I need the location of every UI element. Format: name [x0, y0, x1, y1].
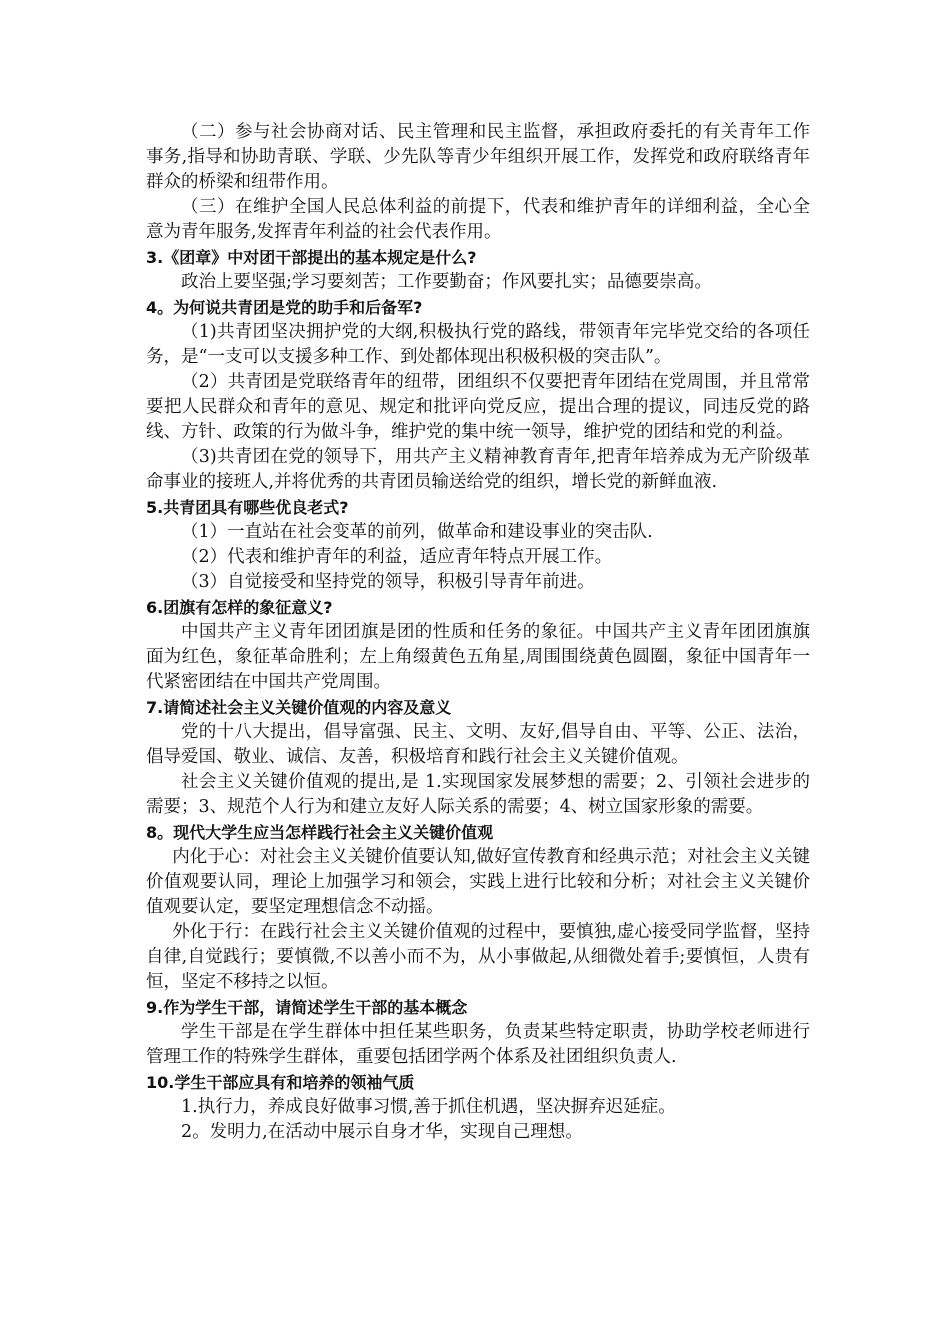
paragraph: （三）在维护全国人民总体利益的前提下，代表和维护青年的详细利益，全心全意为青年服务,发挥青年利益的社会代表作用。: [146, 197, 810, 242]
paragraph: （1)共青团坚决拥护党的大纲,积极执行党的路线，带领青年完毕党交给的各项任务，是“一支可以支援多种工作、到处都体现出积极积极的突击队”。: [146, 322, 810, 367]
list-item: （1）一直站在社会变革的前列，做革命和建设事业的突击队.: [181, 522, 653, 542]
section-heading: 3.《团章》中对团干部提出的基本规定是什么?: [146, 248, 477, 267]
list-item: （2）代表和维护青年的利益，适应青年特点开展工作。: [181, 547, 613, 567]
section-heading: 8。现代大学生应当怎样践行社会主义关键价值观: [146, 823, 494, 842]
paragraph: 外化于行：在践行社会主义关键价值观的过程中，要慎独,虚心接受同学监督，坚持自律,自觉践行；要慎微,不以善小而不为，从小事做起,从细微处着手;要慎恒，人贵有恒，坚定不移持之以恒。: [146, 922, 810, 992]
paragraph: （二）参与社会协商对话、民主管理和民主监督，承担政府委托的有关青年工作事务,指导和协助青联、学联、少先队等青少年组织开展工作，发挥党和政府联络青年群众的桥梁和纽带作用。: [146, 122, 810, 192]
paragraph: 中国共产主义青年团团旗是团的性质和任务的象征。中国共产主义青年团团旗旗面为红色，象征革命胜利；左上角缀黄色五角星,周围围绕黄色圆圈，象征中国青年一代紧密团结在中国共产党周围。: [146, 622, 810, 692]
section-heading: 9.作为学生干部，请简述学生干部的基本概念: [146, 998, 468, 1017]
section-heading: 10.学生干部应具有和培养的领袖气质: [146, 1073, 415, 1092]
paragraph: 政治上要坚强;学习要刻苦；工作要勤奋；作风要扎实；品德要崇高。: [181, 272, 712, 292]
paragraph: （2）共青团是党联络青年的纽带，团组织不仅要把青年团结在党周围，并且常常要把人民群众和青年的意见、规定和批评向党反应，提出合理的提议，同违反党的路线、方针、政策的行为做斗争，维护党的集中统一领导，维护党的团结和党的利益。: [146, 372, 810, 442]
list-item: 2。发明力,在活动中展示自身才华，实现自己理想。: [181, 1122, 583, 1142]
section-heading: 6.团旗有怎样的象征意义?: [146, 598, 333, 617]
section-heading: 5.共青团具有哪些优良老式?: [146, 498, 349, 517]
list-item: （3）自觉接受和坚持党的领导，积极引导青年前进。: [181, 572, 595, 592]
paragraph: 学生干部是在学生群体中担任某些职务，负责某些特定职责，协助学校老师进行管理工作的特殊学生群体，重要包括团学两个体系及社团组织负责人.: [146, 1022, 810, 1067]
section-heading: 4。为何说共青团是党的助手和后备军?: [146, 298, 423, 317]
paragraph: （3)共青团在党的领导下，用共产主义精神教育青年,把青年培养成为无产阶级革命事业的接班人,并将优秀的共青团员输送给党的组织，增长党的新鲜血液.: [146, 447, 810, 492]
paragraph: 内化于心：对社会主义关键价值要认知,做好宣传教育和经典示范；对社会主义关键价值观要认同，理论上加强学习和领会，实践上进行比较和分析；对社会主义关键价值观要认定，要坚定理想信念不动摇。: [146, 847, 810, 917]
document-body: [146, 120, 810, 1145]
section-heading: 7.请简述社会主义关键价值观的内容及意义: [146, 698, 452, 717]
paragraph: 社会主义关键价值观的提出,是 1.实现国家发展梦想的需要；2、引领社会进步的需要；3、规范个人行为和建立友好人际关系的需要；4、树立国家形象的需要。: [146, 772, 810, 817]
paragraph: 党的十八大提出，倡导富强、民主、文明、友好,倡导自由、平等、公正、法治，倡导爱国、敬业、诚信、友善，积极培育和践行社会主义关键价值观。: [146, 722, 810, 767]
list-item: 1.执行力，养成良好做事习惯,善于抓住机遇，坚决摒弃迟延症。: [181, 1097, 676, 1117]
